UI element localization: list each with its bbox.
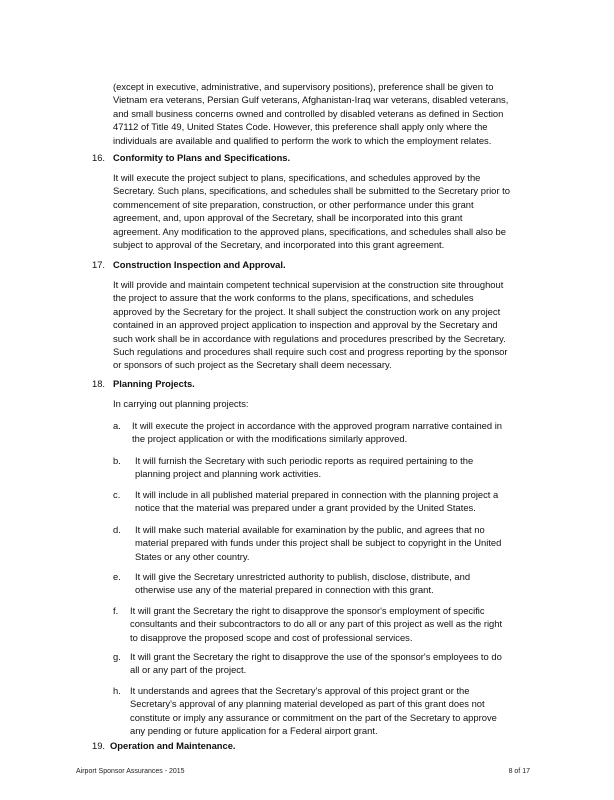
text-line: approved by the Secretary for the project. It shall subject the construction work on any project xyxy=(113,305,501,317)
section-number: 17. xyxy=(92,259,106,270)
text-line: Secretary's approval of any planning material developed as part of this grant does not xyxy=(130,698,485,710)
text-line: It will grant the Secretary the right to disapprove the sponsor's employment of specific xyxy=(130,605,485,616)
item-label: b. xyxy=(113,455,121,466)
text-line: Vietnam era veterans, Persian Gulf veterans, Afghanistan-Iraq war veterans, disabled veterans, xyxy=(113,94,509,106)
footer-page-number: 8 of 17 xyxy=(508,768,530,775)
item-label: h. xyxy=(113,685,121,696)
item-label: f. xyxy=(113,605,119,616)
footer-document-title: Airport Sponsor Assurances - 2015 xyxy=(76,768,185,775)
text-line: such work shall be in accordance with regulations and procedures prescribed by the Secretary. xyxy=(113,332,506,344)
section-title: Planning Projects. xyxy=(113,378,195,389)
text-line: constitute or imply any assurance or commitment on the part of the Secretary to approve xyxy=(130,711,497,723)
text-line: consultants and their subcontractors to do all or any part of this project as well as the right xyxy=(130,618,503,630)
text-line: It will grant the Secretary the right to disapprove the use of the sponsor's employees to do xyxy=(130,651,502,662)
text-line: agreement, and, upon approval of the Secretary, shall be incorporated into this grant xyxy=(113,212,463,224)
text-line: the project to assure that the work conforms to the plans, specifications, and schedules xyxy=(113,292,474,304)
item-label: a. xyxy=(113,420,121,431)
text-line: material prepared with funds under this project shall be subject to copyright in the United xyxy=(135,537,502,549)
text-line: 47112 of Title 49, United States Code. However, this preference shall apply only where the xyxy=(113,121,488,133)
item-label: e. xyxy=(113,571,121,582)
section-number: 18. xyxy=(92,378,106,389)
section-17-body xyxy=(113,278,508,372)
intro-paragraph xyxy=(113,80,508,147)
text-line: agreement. Any modification to the approved plans, specifications, and schedules shall also be xyxy=(113,225,506,237)
text-line: otherwise use any of the material prepared in connection with this grant. xyxy=(135,584,434,596)
item-label: c. xyxy=(113,489,121,500)
text-line: It understands and agrees that the Secretary's approval of this project grant or the xyxy=(130,685,470,696)
text-line: individuals are available and qualified to perform the work to which the employment relates. xyxy=(113,134,492,146)
text-line: to disapprove the proposed scope and cost of professional services. xyxy=(130,631,413,643)
text-line: It will execute the project subject to plans, specifications, and schedules approved by the xyxy=(113,172,481,183)
text-line: (except in executive, administrative, and supervisory positions), preference shall be given to xyxy=(113,81,494,92)
text-line: It will make such material available for examination by the public, and agrees that no xyxy=(135,524,485,535)
section-title: Construction Inspection and Approval. xyxy=(113,259,286,270)
text-line: It will execute the project in accordance with the approved program narrative contained in xyxy=(132,420,502,431)
section-title: Conformity to Plans and Specifications. xyxy=(113,152,291,163)
text-line: It will include in all published material prepared in connection with the planning project a xyxy=(135,489,499,500)
text-line: It will provide and maintain competent technical supervision at the construction site throughout xyxy=(113,279,504,290)
text-line: planning project and planning work activities. xyxy=(135,468,322,480)
text-line: all or any part of the project. xyxy=(130,664,247,676)
text-line: contained in an approved project application to inspection and approval by the Secretary and xyxy=(113,319,498,331)
section-18-intro: In carrying out planning projects: xyxy=(113,398,249,409)
text-line: subject to approval of the Secretary, and incorporated into this grant agreement. xyxy=(113,239,445,251)
text-line: the project application or with the modifications similarly approved. xyxy=(132,433,408,445)
text-line: and small business concerns owned and controlled by disabled veterans as defined in Section xyxy=(113,107,504,119)
text-line: or sponsors of such project as the Secretary shall deem necessary. xyxy=(113,359,392,371)
text-line: notice that the material was prepared under a grant provided by the United States. xyxy=(135,502,476,514)
text-line: It will furnish the Secretary with such periodic reports as required pertaining to the xyxy=(135,455,474,466)
text-line: commencement of site preparation, construction, or other performance under this grant xyxy=(113,198,474,210)
item-label: d. xyxy=(113,524,121,535)
section-16-body xyxy=(113,171,510,251)
section-number: 16. xyxy=(92,152,106,163)
section-number: 19. xyxy=(92,740,106,751)
text-line: any pending or future application for a Federal airport grant. xyxy=(130,725,378,737)
text-line: States or any other country. xyxy=(135,550,250,562)
text-line: Such regulations and procedures shall require such cost and progress reporting by the sponsor xyxy=(113,346,508,358)
text-line: Secretary. Such plans, specifications, and schedules shall be submitted to the Secretary prior to xyxy=(113,185,510,197)
section-title: Operation and Maintenance. xyxy=(110,740,236,751)
item-label: g. xyxy=(113,651,121,662)
text-line: It will give the Secretary unrestricted authority to publish, disclose, distribute, and xyxy=(135,571,471,582)
